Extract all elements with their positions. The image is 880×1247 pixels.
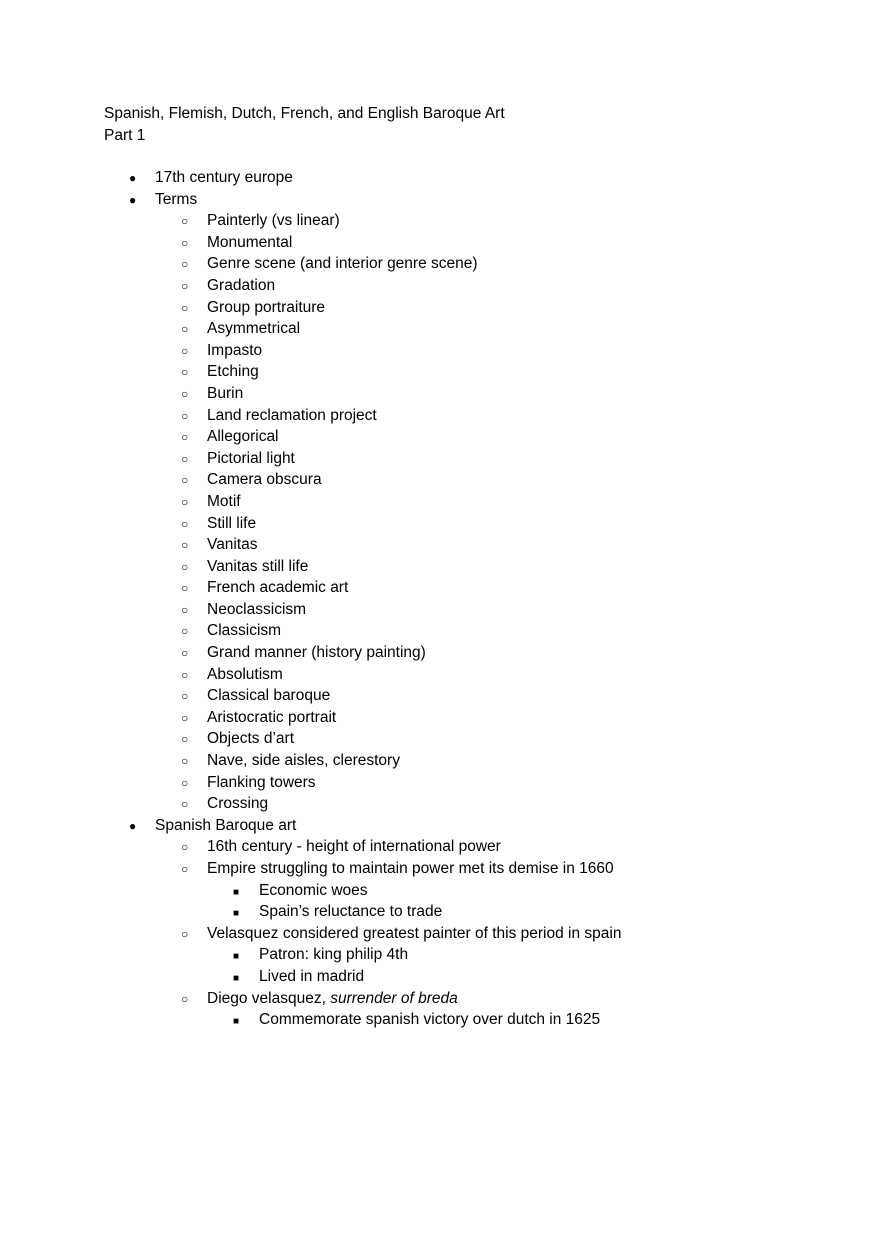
list-item: ■ Commemorate spanish victory over dutch in 1625	[0, 1009, 880, 1031]
list-item: ○ 16th century - height of international power	[0, 836, 880, 858]
bullet-circle-icon	[181, 793, 188, 815]
list-item: ■ Economic woes	[0, 880, 880, 902]
spanish-sublist	[0, 836, 880, 1030]
bullet-circle-icon	[181, 253, 188, 275]
terms-list	[0, 210, 880, 815]
bullet-circle-icon	[181, 556, 188, 578]
bullet-circle-icon	[181, 858, 188, 880]
term-item: ○ Motif	[0, 491, 880, 513]
term-item: ○ Neoclassicism	[0, 599, 880, 621]
term-item: ○ Painterly (vs linear)	[0, 210, 880, 232]
bullet-disc-icon	[129, 189, 136, 211]
term-item: ○ Impasto	[0, 340, 880, 362]
bullet-circle-icon	[181, 275, 188, 297]
term-item: ○ Flanking towers	[0, 772, 880, 794]
bullet-disc-icon	[129, 167, 136, 189]
bullet-circle-icon	[181, 750, 188, 772]
bullet-circle-icon	[181, 836, 188, 858]
title-line-1: Spanish, Flemish, Dutch, French, and English Baroque Art	[104, 105, 505, 122]
bullet-square-icon	[233, 901, 239, 923]
term-item: ○ Aristocratic portrait	[0, 707, 880, 729]
bullet-circle-icon	[181, 534, 188, 556]
list-item-terms: ● Terms ○ Painterly (vs linear) ○ Monumental ○ Genre scene (and interior genre scene) ○ Gradation ○ Group portraiture ○ Asymmetrical ○ Impasto ○ Etching ○ Burin ○ Land reclamation project ○ Allegorical ○ Pictorial light ○ Camera obscura ○ Motif ○ Still life ○ Vanitas ○ Vanitas still life ○ French academic art ○ Neoclassicism ○ Classicism ○ Grand manner (history painting) ○ Absolutism ○ Classical baroque ○ Aristocratic portrait ○ Objects d’art ○ Nave, side aisles, clerestory ○ Flanking towers ○ Crossing	[0, 189, 880, 815]
bullet-circle-icon	[181, 383, 188, 405]
term-item: ○ Monumental	[0, 232, 880, 254]
bullet-circle-icon	[181, 577, 188, 599]
bullet-circle-icon	[181, 513, 188, 535]
term-item: ○ Land reclamation project	[0, 405, 880, 427]
bullet-circle-icon	[181, 728, 188, 750]
term-item: ○ Crossing	[0, 793, 880, 815]
term-item: ○ Asymmetrical	[0, 318, 880, 340]
bullet-square-icon	[233, 1009, 239, 1031]
artwork-title: surrender of breda	[330, 989, 458, 1007]
list-item: ○ Diego velasquez, surrender of breda ■ Commemorate spanish victory over dutch in 1625	[0, 988, 880, 1031]
term-item: ○ Group portraiture	[0, 297, 880, 319]
title-line-2: Part 1	[104, 126, 146, 144]
term-item: ○ Gradation	[0, 275, 880, 297]
bullet-square-icon	[233, 880, 239, 902]
bullet-square-icon	[233, 966, 239, 988]
term-item: ○ Camera obscura	[0, 469, 880, 491]
term-item: ○ Burin	[0, 383, 880, 405]
outline-list	[0, 167, 880, 1031]
bullet-circle-icon	[181, 232, 188, 254]
list-item: ■ Patron: king philip 4th	[0, 944, 880, 966]
term-item: ○ Objects d’art	[0, 728, 880, 750]
bullet-circle-icon	[181, 491, 188, 513]
bullet-circle-icon	[181, 297, 188, 319]
term-item: ○ Allegorical	[0, 426, 880, 448]
bullet-circle-icon	[181, 361, 188, 383]
term-item: ○ Absolutism	[0, 664, 880, 686]
list-item: ● 17th century europe	[0, 167, 880, 189]
bullet-circle-icon	[181, 642, 188, 664]
term-item: ○ French academic art	[0, 577, 880, 599]
term-item: ○ Pictorial light	[0, 448, 880, 470]
term-item: ○ Grand manner (history painting)	[0, 642, 880, 664]
bullet-circle-icon	[181, 988, 188, 1010]
term-item: ○ Vanitas	[0, 534, 880, 556]
bullet-circle-icon	[181, 772, 188, 794]
bullet-disc-icon	[129, 815, 136, 837]
bullet-circle-icon	[181, 923, 188, 945]
bullet-circle-icon	[181, 664, 188, 686]
bullet-circle-icon	[181, 340, 188, 362]
bullet-circle-icon	[181, 707, 188, 729]
document-title	[104, 103, 505, 146]
bullet-square-icon	[233, 944, 239, 966]
bullet-circle-icon	[181, 448, 188, 470]
term-item: ○ Etching	[0, 361, 880, 383]
term-item: ○ Still life	[0, 513, 880, 535]
term-item: ○ Nave, side aisles, clerestory	[0, 750, 880, 772]
term-item: ○ Classical baroque	[0, 685, 880, 707]
bullet-circle-icon	[181, 210, 188, 232]
bullet-circle-icon	[181, 685, 188, 707]
bullet-circle-icon	[181, 318, 188, 340]
bullet-circle-icon	[181, 426, 188, 448]
term-item: ○ Classicism	[0, 620, 880, 642]
term-item: ○ Vanitas still life	[0, 556, 880, 578]
list-item: ■ Spain’s reluctance to trade	[0, 901, 880, 923]
bullet-circle-icon	[181, 405, 188, 427]
list-item-spanish-baroque: ● Spanish Baroque art ○ 16th century - height of international power ○ Empire struggling to maintain power met its demise in 1660 ■ Economic woes ■ Spain’s reluctance to trade ○ Velasquez considered greatest painter of this period in spain ■ Patron: king philip 4th ■ Lived in madrid ○ Diego velasquez, surrender of breda ■ Commemorate spanish victory over dutch in 1625	[0, 815, 880, 1031]
term-item: ○ Genre scene (and interior genre scene)	[0, 253, 880, 275]
bullet-circle-icon	[181, 620, 188, 642]
list-item: ○ Empire struggling to maintain power met its demise in 1660 ■ Economic woes ■ Spain’s reluctance to trade	[0, 858, 880, 923]
bullet-circle-icon	[181, 599, 188, 621]
list-item: ■ Lived in madrid	[0, 966, 880, 988]
list-item: ○ Velasquez considered greatest painter of this period in spain ■ Patron: king philip 4th ■ Lived in madrid	[0, 923, 880, 988]
bullet-circle-icon	[181, 469, 188, 491]
